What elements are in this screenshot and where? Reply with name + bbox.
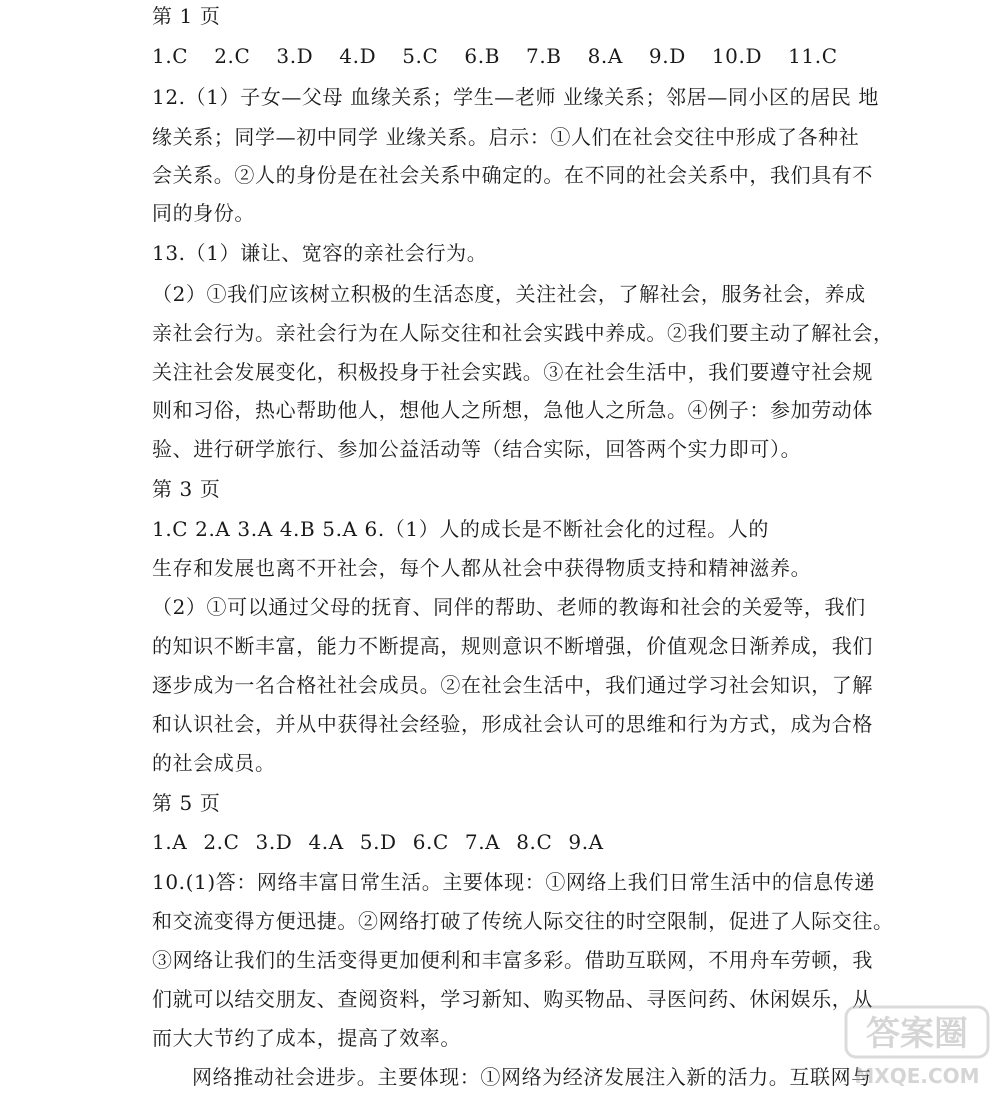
- watermark-en-text: MXQE.COM: [854, 1064, 980, 1088]
- page-heading-3: 第 3 页: [152, 477, 221, 501]
- q13-2-line: 则和习俗，热心帮助他人，想他人之所想，急他人之所急。④例子：参加劳动体: [152, 398, 873, 422]
- answer-item: 4.A: [308, 830, 344, 854]
- answer-item: 9.D: [648, 44, 686, 68]
- q6-1-line: 生存和发展也离不开社会，每个人都从社会中获得物质支持和精神滋养。: [152, 556, 812, 580]
- q10-last-line: 网络推动社会进步。主要体现：①网络为经济发展注入新的活力。互联网与: [192, 1065, 872, 1089]
- answer-row-p1: [152, 43, 864, 69]
- answer-item: 2.C: [203, 830, 240, 854]
- answer-item: 6.C: [412, 830, 449, 854]
- q13-2-line: 亲社会行为。亲社会行为在人际交往和社会实践中养成。②我们要主动了解社会，: [152, 321, 894, 345]
- q13-1-line: 13.（1）谦让、宽容的亲社会行为。: [152, 241, 488, 265]
- answer-item: 6.B: [464, 44, 500, 68]
- answer-item: 7.A: [464, 830, 501, 854]
- answer-item: 5.D: [359, 830, 397, 854]
- q10-line: 10.(1)答：网络丰富日常生活。主要体现：①网络上我们日常生活中的信息传递: [152, 870, 875, 894]
- answer-item: 8.C: [516, 830, 553, 854]
- page-heading-5: 第 5 页: [152, 791, 221, 815]
- q6-2-line: （2）①可以通过父母的抚育、同伴的帮助、老师的教诲和社会的关爱等，我们: [152, 595, 866, 619]
- answer-item: 9.A: [568, 830, 604, 854]
- watermark-logo: [842, 1001, 992, 1091]
- q10-line: 而大大节约了成本，提高了效率。: [152, 1026, 461, 1050]
- q13-2-line: （2）①我们应该树立积极的生活态度，关注社会，了解社会，服务社会，养成: [152, 282, 866, 306]
- answer-row-p5: [152, 829, 620, 855]
- answer-item: 11.C: [788, 44, 838, 68]
- q13-2-line: 关注社会发展变化，积极投身于社会实践。③在社会生活中，我们要遵守社会规: [152, 360, 873, 384]
- page-heading-1: 第 1 页: [152, 4, 221, 28]
- q12-line: 缘关系；同学—初中同学 业缘关系。启示：①人们在社会交往中形成了各种社: [152, 125, 860, 149]
- q12-line: 会关系。②人的身份是在社会关系中确定的。在不同的社会关系中，我们具有不: [152, 163, 873, 187]
- q6-2-line: 的社会成员。: [152, 751, 276, 775]
- q10-line: 们就可以结交朋友、查阅资料，学习新知、购买物品、寻医问药、休闲娱乐，从: [152, 987, 873, 1011]
- q6-1-line: 1.C 2.A 3.A 4.B 5.A 6.（1）人的成长是不断社会化的过程。人的: [152, 517, 769, 541]
- answer-item: 1.C: [152, 44, 189, 68]
- answer-item: 1.A: [152, 830, 188, 854]
- watermark-cn-text: 答案圈: [866, 1014, 968, 1054]
- answer-item: 3.D: [255, 830, 293, 854]
- q13-2-line: 验、进行研学旅行、参加公益活动等（结合实际，回答两个实力即可）。: [152, 437, 802, 461]
- answer-item: 2.C: [214, 44, 251, 68]
- answer-item: 7.B: [526, 44, 562, 68]
- q6-2-line: 逐步成为一名合格社社会成员。②在社会生活中，我们通过学习社会知识，了解: [152, 673, 873, 697]
- q10-line: ③网络让我们的生活变得更加便利和丰富多彩。借助互联网，不用舟车劳顿，我: [152, 948, 873, 972]
- answer-item: 3.D: [276, 44, 314, 68]
- answer-item: 4.D: [339, 44, 377, 68]
- q6-2-line: 和认识社会，并从中获得社会经验，形成社会认可的思维和行为方式，成为合格: [152, 712, 873, 736]
- q6-2-line: 的知识不断丰富，能力不断提高，规则意识不断增强，价值观念日渐养成，我们: [152, 634, 873, 658]
- q10-line: 和交流变得方便迅捷。②网络打破了传统人际交往的时空限制，促进了人际交往。: [152, 909, 894, 933]
- answer-item: 8.A: [587, 44, 623, 68]
- answer-item: 10.D: [711, 44, 763, 68]
- q12-line: 同的身份。: [152, 201, 255, 225]
- answer-item: 5.C: [402, 44, 439, 68]
- q12-line: 12.（1）子女—父母 血缘关系；学生—老师 业缘关系；邻居—同小区的居民 地: [152, 85, 880, 109]
